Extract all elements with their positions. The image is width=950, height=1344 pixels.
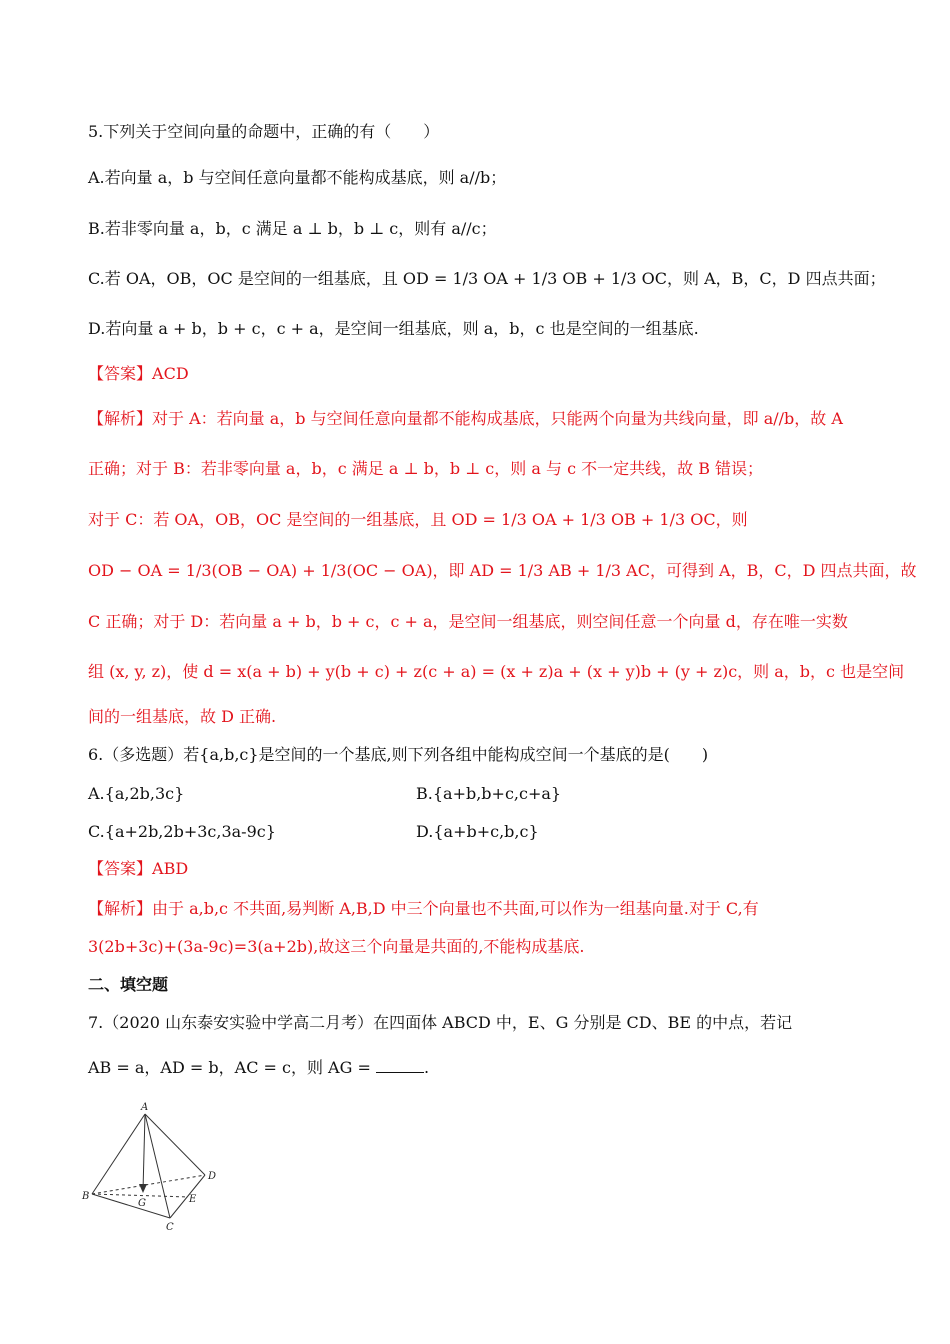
section-heading: 二、填空题 <box>88 975 169 994</box>
q6-option-c: C.{a+2b,2b+3c,3a-9c} <box>88 822 276 841</box>
q7-stem: 7.（2020 山东泰安实验中学高二月考）在四面体 ABCD 中，E、G 分别是 CD、BE 的中点，若记 <box>88 1013 793 1032</box>
answer-value: ABD <box>152 859 189 878</box>
q6-option-b: B.{a+b,b+c,c+a} <box>416 784 562 803</box>
q5-stem: 5.下列关于空间向量的命题中，正确的有（ ） <box>88 122 440 141</box>
q6-options-row-1 <box>88 782 890 806</box>
q5-analysis-line-7: 间的一组基底，故 D 正确. <box>88 707 277 726</box>
q5-option-d: D.若向量 a + b，b + c，c + a，是空间一组基底，则 a，b，c 也是空间的一组基底. <box>88 319 699 338</box>
q5-analysis-line-1: 【解析】对于 A：若向量 a，b 与空间任意向量都不能构成基底，只能两个向量为共线向量，即 a//b，故 A <box>88 409 843 428</box>
answer-value: ACD <box>152 364 189 383</box>
tetrahedron-figure <box>80 1098 230 1233</box>
label-e: E <box>189 1194 197 1205</box>
q5-analysis-line-6: 组 (x, y, z)，使 d = x(a + b) + y(b + c) + z(c + a) = (x + z)a + (x + y)b + (y + z)c，则 a，b，c 也是空间 <box>88 662 905 681</box>
edge-ab <box>92 1114 145 1194</box>
q7-given: AB = a，AD = b，AC = c，则 AG = . <box>88 1058 430 1077</box>
answer-blank <box>376 1058 424 1073</box>
q6-stem: 6.（多选题）若{a,b,c}是空间的一个基底,则下列各组中能构成空间一个基底的是( ) <box>88 745 709 764</box>
analysis-tag: 【解析】 <box>88 409 153 428</box>
edge-bc <box>92 1194 170 1218</box>
q5-analysis-line-3: 对于 C：若 OA，OB，OC 是空间的一组基底，且 OD = 1/3 OA + 1/3 OB + 1/3 OC，则 <box>88 510 748 529</box>
tetrahedron-svg <box>80 1098 230 1233</box>
label-g: G <box>138 1198 146 1209</box>
q6-answer <box>88 857 890 881</box>
label-d: D <box>208 1171 217 1182</box>
analysis-tag: 【解析】 <box>88 899 153 918</box>
arrow-head <box>139 1184 147 1193</box>
q5-analysis-line-2: 正确；对于 B：若非零向量 a，b，c 满足 a ⊥ b，b ⊥ c，则 a 与 c 不一定共线，故 B 错误； <box>88 459 764 478</box>
answer-tag: 【答案】 <box>88 364 153 383</box>
answer-tag: 【答案】 <box>88 859 153 878</box>
label-c: C <box>166 1222 174 1233</box>
q5-option-a: A.若向量 a，b 与空间任意向量都不能构成基底，则 a//b； <box>88 168 507 187</box>
label-b: B <box>82 1191 90 1202</box>
edge-cd <box>170 1175 205 1218</box>
q5-analysis-line-4: OD − OA = 1/3(OB − OA) + 1/3(OC − OA)，即 AD = 1/3 AB + 1/3 AC，可得到 A，B，C，D 四点共面，故 <box>88 561 917 580</box>
q6-analysis-line-1: 【解析】由于 a,b,c 不共面,易判断 A,B,D 中三个向量也不共面,可以作为一组基向量.对于 C,有 <box>88 899 759 918</box>
q6-option-a: A.{a,2b,3c} <box>88 784 185 803</box>
edge-bd <box>92 1175 205 1194</box>
segment-be <box>92 1194 188 1197</box>
q5-answer <box>88 362 890 386</box>
q7-given-text: AB = a，AD = b，AC = c，则 AG = <box>88 1058 371 1077</box>
q5-option-b: B.若非零向量 a，b，c 满足 a ⊥ b，b ⊥ c，则有 a//c； <box>88 219 497 238</box>
q5-option-c: C.若 OA，OB，OC 是空间的一组基底，且 OD = 1/3 OA + 1/3 OB + 1/3 OC，则 A，B，C，D 四点共面； <box>88 269 886 288</box>
edge-ac <box>145 1114 170 1218</box>
vector-ag <box>143 1114 145 1191</box>
edge-ad <box>145 1114 205 1175</box>
q5-analysis-line-5: C 正确；对于 D：若向量 a + b，b + c，c + a，是空间一组基底，则空间任意一个向量 d，存在唯一实数 <box>88 612 848 631</box>
label-a: A <box>141 1102 149 1113</box>
q6-options-row-2 <box>88 820 890 844</box>
q6-analysis-line-2: 3(2b+3c)+(3a-9c)=3(a+2b),故这三个向量是共面的,不能构成基底. <box>88 937 585 956</box>
q6-option-d: D.{a+b+c,b,c} <box>416 822 539 841</box>
